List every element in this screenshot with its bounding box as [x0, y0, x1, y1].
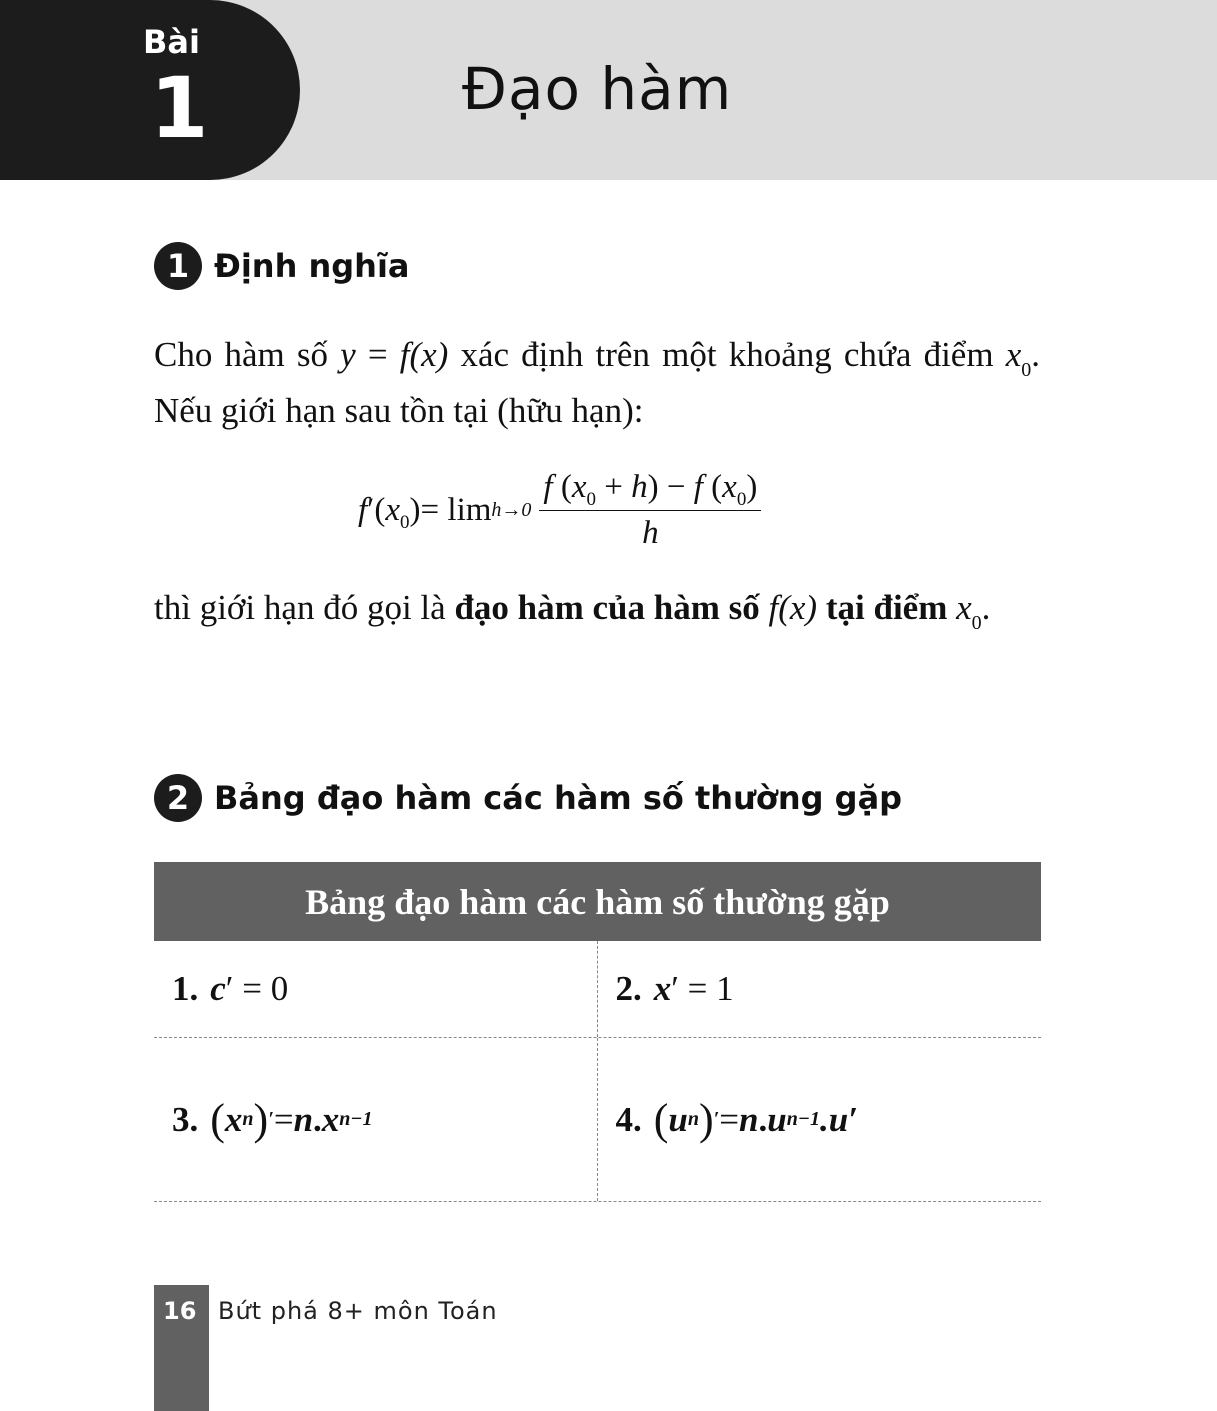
math-var: n [293, 1099, 314, 1139]
page-number: 16 [163, 1297, 197, 1325]
lesson-number: 1 [150, 59, 209, 157]
math-subscript: 0 [736, 488, 747, 510]
bold-term: tại điểm [817, 588, 957, 627]
math-var: x [224, 1099, 243, 1139]
fraction-denominator [642, 511, 659, 552]
math-paren: ) [253, 1095, 269, 1144]
formula-fraction [539, 469, 761, 552]
math-var: h [631, 468, 648, 505]
table-cell [598, 1038, 1042, 1201]
text-run: = [355, 335, 400, 374]
math-var: u [668, 1099, 688, 1139]
math-subscript: 0 [400, 511, 410, 533]
text-run: thì giới hạn đó gọi là [154, 588, 455, 627]
math-paren: ) [699, 1095, 714, 1144]
math-subscript: 0 [971, 612, 982, 634]
table-row [154, 941, 1041, 1038]
math-prime: ′ [367, 491, 375, 528]
derivative-table [154, 862, 1041, 1202]
math-paren: ( [374, 491, 386, 528]
math-paren: ( [653, 1095, 669, 1144]
math-exponent: n [242, 1108, 254, 1130]
table-cell [154, 941, 598, 1037]
definition-conclusion-paragraph [154, 580, 1040, 636]
section-heading-derivative-table [154, 774, 902, 822]
formula-index: 3. [172, 1099, 199, 1139]
bold-term: đạo hàm của hàm số [454, 588, 769, 627]
math-func: f(x) [399, 335, 449, 374]
math-var: x [653, 969, 672, 1008]
fraction-numerator [539, 469, 761, 511]
math-subscript: 0 [586, 488, 596, 510]
lesson-word: Bài [143, 23, 200, 61]
section-title: Định nghĩa [214, 247, 410, 285]
math-subscript: 0 [1021, 359, 1032, 381]
section-number-badge: 2 [154, 774, 202, 822]
math-paren: ( [702, 468, 723, 505]
text-run: Cho hàm số [154, 335, 341, 374]
math-var: x [956, 588, 972, 627]
math-var: h [642, 514, 659, 551]
math-expr: .u′ [819, 1099, 859, 1139]
math-op: . [758, 1099, 768, 1139]
math-var: x [571, 468, 587, 505]
math-var: n [739, 1099, 759, 1139]
math-var: x [385, 491, 401, 528]
math-var: y [340, 335, 356, 374]
section-title: Bảng đạo hàm các hàm số thường gặp [214, 779, 903, 817]
math-var: c [210, 969, 226, 1008]
text-run: . Nếu giới hạn sau tồn tại (hữu hạn): [154, 335, 1040, 430]
math-lim: = lim [420, 491, 492, 528]
math-paren: ) [647, 468, 659, 505]
math-op: = [273, 1099, 294, 1139]
formula-index: 2. [615, 969, 642, 1008]
math-expr: ′ = 1 [671, 969, 734, 1008]
text-run: xác định trên một khoảng chứa điểm [448, 335, 1006, 374]
math-var: u [767, 1099, 787, 1139]
table-row [154, 1038, 1041, 1202]
math-func: f [693, 468, 703, 505]
math-expr: ′ = 0 [225, 969, 289, 1008]
math-var: x [722, 468, 737, 505]
section-number-badge: 1 [154, 242, 202, 290]
definition-paragraph [154, 327, 1040, 439]
math-exponent: n−1 [786, 1108, 820, 1130]
math-func: f(x) [768, 588, 818, 627]
text-run: . [981, 588, 991, 627]
table-header: Bảng đạo hàm các hàm số thường gặp [154, 862, 1041, 941]
math-prime: ′ [713, 1108, 720, 1130]
math-exponent: n−1 [339, 1108, 373, 1130]
lesson-title: Đạo hàm [462, 55, 733, 123]
math-op: − [658, 468, 694, 505]
math-paren: ( [552, 468, 572, 505]
section-heading-definition [154, 242, 410, 290]
table-cell [154, 1038, 598, 1201]
math-func: f [358, 491, 368, 528]
math-op: + [596, 468, 632, 505]
math-var: x [321, 1099, 340, 1139]
math-prime: ′ [268, 1108, 274, 1130]
table-cell [598, 941, 1042, 1037]
math-op: = [719, 1099, 740, 1139]
formula-index: 4. [615, 1099, 642, 1139]
math-paren: ) [746, 468, 758, 505]
math-exponent: n [687, 1108, 699, 1130]
math-var: x [1005, 335, 1022, 374]
formula-index: 1. [172, 969, 199, 1008]
math-func: f [543, 468, 553, 505]
math-op: . [313, 1099, 322, 1139]
derivative-definition-formula: $f'(x_0)$ = lim h→0 $\frac{f (x_0 + h) - f (x_0)}{h}$ [358, 465, 761, 555]
math-paren: ) [409, 491, 421, 528]
book-title: Bứt phá 8+ môn Toán [218, 1297, 498, 1325]
math-paren: ( [210, 1095, 225, 1144]
formula-lhs [358, 491, 421, 533]
